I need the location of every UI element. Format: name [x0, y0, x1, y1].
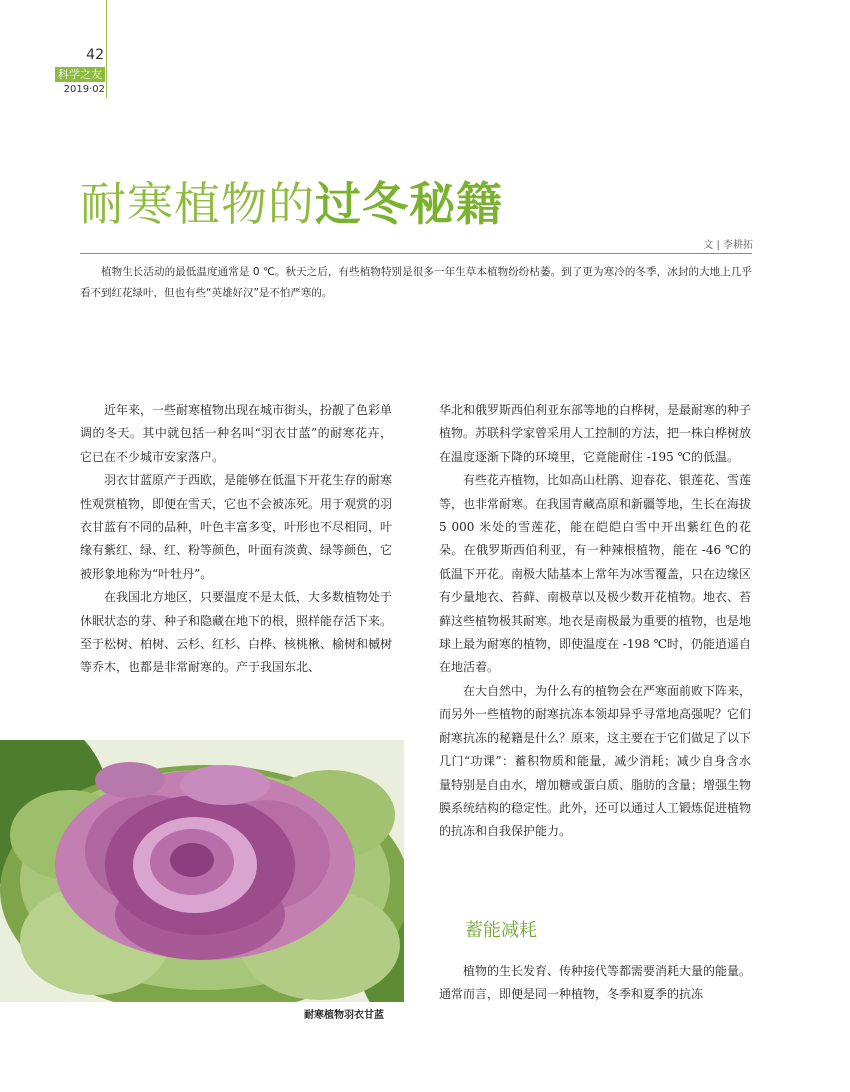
magazine-name-badge: 科学之友	[55, 67, 105, 82]
body-column-right	[439, 399, 751, 844]
header-divider-line	[106, 0, 107, 98]
lead-paragraph: 植物生长活动的最低温度通常是 0 ℃。秋天之后，有些植物特别是很多一年生草本植物纷纷枯萎。到了更为寒冷的冬季，冰封的大地上几乎看不到红花绿叶，但也有些“英雄好汉”是不怕严寒的。	[80, 266, 752, 299]
body-paragraph-continued: 华北和俄罗斯西伯利亚东部等地的白桦树，是最耐寒的种子植物。苏联科学家曾采用人工控制的方法，把一株白桦树放在温度逐渐下降的环境里，它竟能耐住 -195 ℃的低温。	[439, 403, 752, 464]
body-paragraph: 羽衣甘蓝原产于西欧，是能够在低温下开花生存的耐寒性观赏植物，即便在雪天，它也不会被冻死。用于观赏的羽衣甘蓝有不同的品种，叶色丰富多变，叶形也不尽相同，叶缘有紫红、绿、红、粉等颜色，叶面有淡黄、绿等颜色，它被形象地称为“叶牡丹”。	[80, 473, 393, 581]
body-paragraph: 在我国北方地区，只要温度不是太低，大多数植物处于休眠状态的芽、种子和隐藏在地下的根，照样能存活下来。至于松树、柏树、云杉、红杉、白桦、核桃楸、榆树和槭树等乔木，也都是非常耐寒的。产于我国东北、	[80, 590, 393, 675]
body-paragraph: 近年来，一些耐寒植物出现在城市街头，扮靓了色彩单调的冬天。其中就包括一种名叫“羽衣甘蓝”的耐寒花卉，它已在不少城市安家落户。	[80, 403, 393, 464]
body-paragraph: 植物的生长发育、传种接代等都需要消耗大量的能量。通常而言，即便是同一种植物，冬季和夏季的抗冻	[439, 964, 752, 1002]
section-body	[439, 960, 751, 1007]
title-light-part: 耐寒植物的	[80, 177, 315, 231]
kale-illustration	[0, 740, 404, 1002]
title-rule	[80, 253, 752, 254]
article-title	[80, 174, 503, 234]
body-column-left	[80, 399, 392, 680]
page-number: 42	[86, 47, 104, 63]
section-heading: 蓄能减耗	[465, 920, 537, 941]
ornamental-kale-photo	[0, 740, 404, 1002]
issue-date: 2019·02	[63, 84, 105, 95]
body-paragraph: 有些花卉植物，比如高山杜鹃、迎春花、银莲花、雪莲等，也非常耐寒。在我国青藏高原和新疆等地，生长在海拔 5 000 米处的雪莲花，能在皑皑白雪中开出紫红色的花朵。在俄罗斯西伯利亚，有一种辣根植物，能在 -46 ℃的低温下开花。南极大陆基本上常年为冰雪覆盖，只在边缘区有少量地衣、苔藓、南极草以及极少数开花植物。地衣、苔藓这些植物极其耐寒。地衣是南极最为重要的植物，也是地球上最为耐寒的植物，即使温度在 -198 ℃时，仍能逍遥自在地活着。	[439, 473, 752, 675]
body-paragraph: 在大自然中，为什么有的植物会在严寒面前败下阵来，而另外一些植物的耐寒抗冻本领却异乎寻常地高强呢？它们耐寒抗冻的秘籍是什么？原来，这主要在于它们做足了以下几门“功课”：蓄积物质和能量，减少消耗；减少自身含水量特别是自由水，增加糖或蛋白质、脂肪的含量；增强生物膜系统结构的稳定性。此外，还可以通过人工锻炼促进植物的抗冻和自我保护能力。	[439, 683, 752, 839]
photo-caption: 耐寒植物羽衣甘蓝	[304, 1010, 384, 1021]
title-bold-part: 过冬秘籍	[315, 177, 503, 231]
author-byline: 文 | 李耕拓	[703, 240, 753, 251]
